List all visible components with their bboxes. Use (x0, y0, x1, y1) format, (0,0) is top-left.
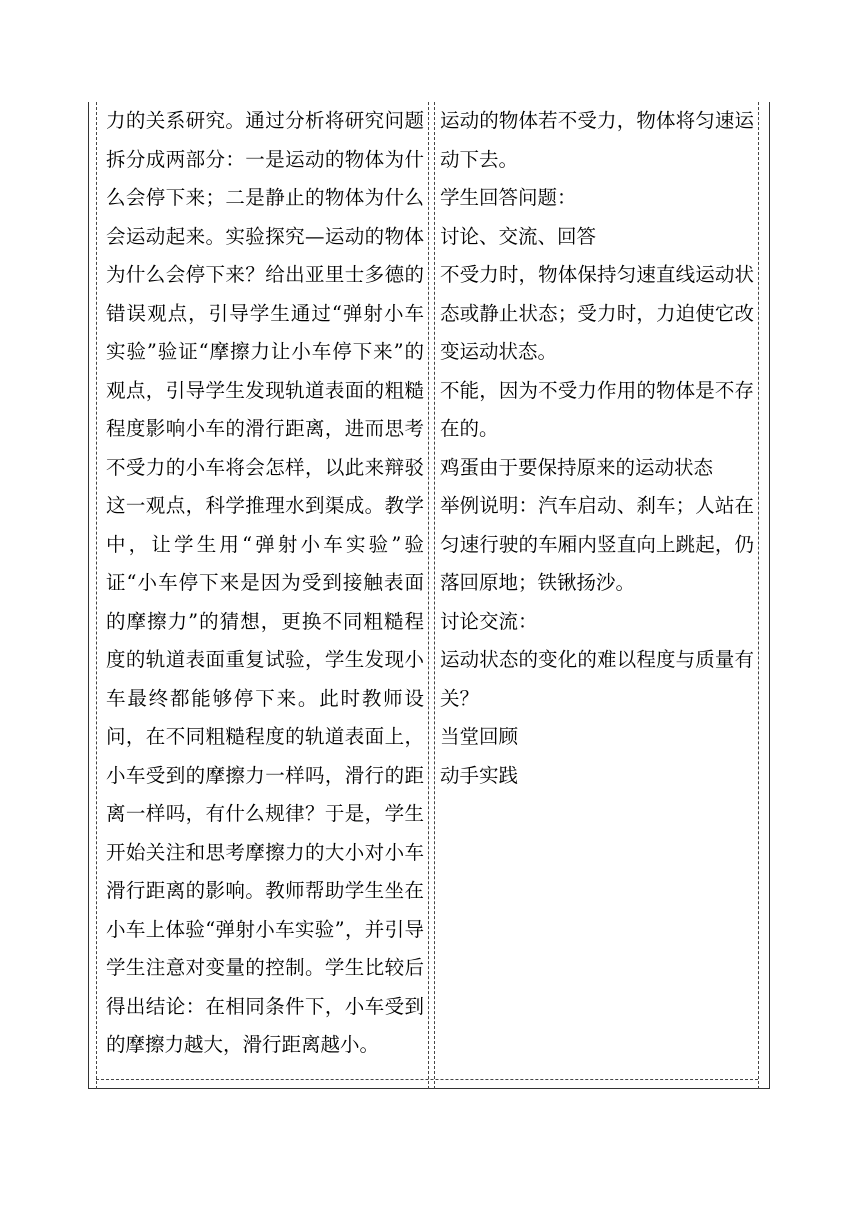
student-activity-paragraph: 讨论、交流、回答 (440, 224, 597, 248)
student-activity-paragraph: 运动的物体若不受力，物体将匀速运动下去。 (440, 109, 754, 171)
student-activity-paragraph: 当堂回顾 (440, 725, 519, 748)
table-inner-border-right (758, 102, 759, 1089)
student-activity-paragraph: 不能，因为不受力作用的物体是不存在的。 (440, 378, 754, 440)
teacher-activity-text: 力的关系研究。通过分析将研究问题拆分成两部分：一是运动的物体为什么会停下来；二是静止的物体为什么会运动起来。实验探究—运动的物体为什么会停下来？给出亚里士多德的错误观点，引导学生通过“弹射小车实验”验证“摩擦力让小车停下来”的观点，引导学生发现轨道表面的粗糙程度影响小车的滑行距离，进而思考不受力的小车将会怎样，以此来辩驳这一观点，科学推理水到渠成。教学中，让学生用“弹射小车实验”验证“小车停下来是因为受到接触表面的摩擦力”的猜想，更换不同粗糙程度的轨道表面重复试验，学生发现小车最终都能够停下来。此时教师设问，在不同粗糙程度的轨道表面上，小车受到的摩擦力一样吗，滑行的距离一样吗，有什么规律？于是，学生开始关注和思考摩擦力的大小对小车滑行距离的影响。教师帮助学生坐在小车上体验“弹射小车实验”，并引导学生注意对变量的控制。学生比较后得出结论：在相同条件下，小车受到的摩擦力越大，滑行距离越小。 (106, 109, 424, 1056)
table-inner-border-bottom (96, 1079, 758, 1080)
student-activity-paragraph: 动手实践 (440, 763, 519, 787)
student-activity-paragraph: 鸡蛋由于要保持原来的运动状态 (440, 455, 714, 479)
student-activity-paragraph: 不受力时，物体保持匀速直线运动状态或静止状态；受力时，力迫使它改变运动状态。 (440, 263, 754, 363)
student-activity-paragraph: 学生回答问题： (440, 186, 577, 209)
student-activity-paragraph: 讨论交流： (440, 609, 538, 633)
table-column-divider-inner (434, 102, 435, 1089)
table-column-divider (428, 102, 429, 1089)
teacher-activity-cell (106, 102, 424, 1065)
student-activity-paragraph: 举例说明：汽车启动、刹车；人站在匀速行驶的车厢内竖直向上跳起，仍落回原地；铁锹扬沙。 (440, 494, 754, 594)
student-activity-paragraph: 运动状态的变化的难以程度与质量有关？ (440, 648, 754, 710)
table-inner-border-left (96, 102, 97, 1089)
student-activity-cell (440, 102, 754, 795)
